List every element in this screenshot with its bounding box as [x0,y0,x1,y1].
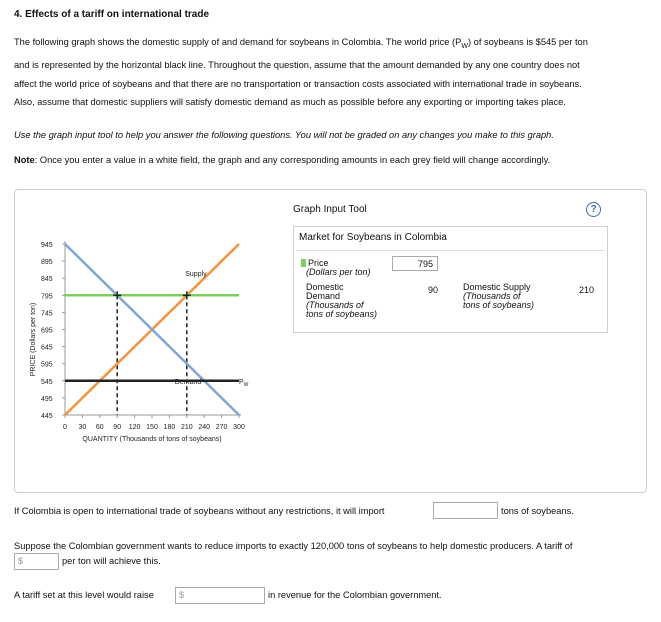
annotation-supply: Supply [185,271,207,279]
x-tick-label: 60 [95,424,104,431]
intro-line-4: Also, assume that domestic suppliers will satisfy domestic demand as much as possible before any exporting or importing takes place. [14,97,566,108]
market-title: Market for Soybeans in Colombia [299,232,447,243]
note-text: Note: Once you enter a value in a white field, the graph and any corresponding amounts in each grey field will change accordingly. [14,155,551,165]
supply-demand-chart[interactable] [14,189,294,459]
y-tick-label: 945 [41,242,53,249]
price-swatch-icon [301,259,306,267]
demand-unit-1: (Thousands of [306,300,364,310]
q2-suffix: per ton will achieve this. [62,556,161,566]
x-tick-label: 300 [233,424,245,431]
graph-input-tool-title: Graph Input Tool [293,204,367,215]
x-axis-title: QUANTITY (Thousands of tons of soybeans) [82,436,222,443]
x-tick-label: 120 [128,424,141,431]
x-tick-label: 240 [198,424,211,431]
y-tick-label: 895 [41,259,53,267]
price-unit: (Dollars per ton) [306,267,371,277]
revenue-input[interactable]: $ [175,587,265,604]
intro-line-3: affect the world price of soybeans and that there are no transportation or transaction costs associated with international trade in soybeans. [14,78,582,89]
x-tick-label: 150 [146,424,158,431]
intro-paragraph [14,33,654,112]
demand-label-2: Demand [306,291,341,301]
intro-line-1: The following graph shows the domestic supply of and demand for soybeans in Colombia. The world price $(P_W)$ of soybeans is $545 per ton [14,37,588,50]
y-tick-label: 845 [41,276,53,284]
demand-unit-2: tons of soybeans) [306,309,378,319]
supply-unit-2: tons of soybeans) [463,300,535,310]
y-tick-label: 695 [41,327,53,335]
imports-input[interactable] [433,502,498,519]
price-input[interactable]: 795 [392,256,438,271]
hint-text: Use the graph input tool to help you answer the following questions. You will not be graded on any changes you make to this graph. [14,130,554,140]
annotation-p: $P_W$ [239,378,249,388]
x-tick-label: 0 [63,424,67,431]
y-tick-label: 745 [41,310,53,318]
demand-value: 90 [427,285,438,295]
y-tick-label: 645 [41,344,53,352]
q1-prefix: If Colombia is open to international trade of soybeans without any restrictions, it will import [14,506,385,516]
x-tick-label: 90 [113,424,122,431]
y-tick-label: 445 [41,413,53,420]
intro-line-2: and is represented by the horizontal black line. Throughout the question, assume that the amount demanded by any one country does not [14,60,580,71]
y-tick-label: 495 [41,395,53,403]
price-label: Price [308,258,329,268]
y-tick-label: 595 [41,361,53,369]
supply-unit-1: (Thousands of [463,291,521,301]
y-axis-title: PRICE (Dollars per ton) [30,302,37,377]
q3-prefix: A tariff set at this level would raise [14,590,154,600]
question-title: 4. Effects of a tariff on international trade [14,9,210,20]
x-tick-label: 270 [215,424,228,431]
supply-value: 210 [578,285,594,295]
divider [296,250,605,251]
annotation-demand: Demand [174,378,202,386]
y-tick-label: 795 [41,293,53,301]
demand-label-1: Domestic [306,282,344,292]
x-tick-label: 30 [78,424,87,431]
q3-suffix: in revenue for the Colombian government. [268,590,442,600]
q1-suffix: tons of soybeans. [501,506,574,516]
q2-text: Suppose the Colombian government wants to reduce imports to exactly 120,000 tons of soybeans to help domestic producers. A tariff of [14,541,573,551]
help-icon[interactable]: ? [586,202,601,217]
x-tick-label: 210 [180,424,193,431]
x-tick-label: 180 [163,424,176,431]
supply-label: Domestic Supply [463,282,531,292]
y-tick-label: 545 [41,378,53,386]
tariff-input[interactable]: $ [14,553,59,570]
